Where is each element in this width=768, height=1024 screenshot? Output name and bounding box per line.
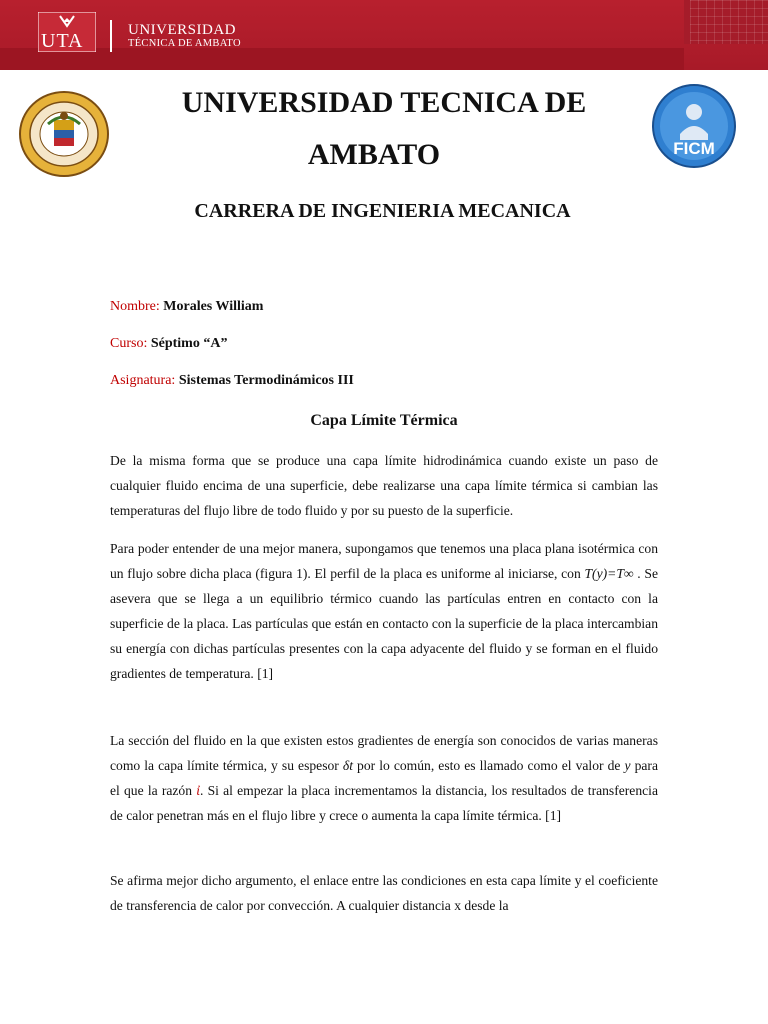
paragraph-1: De la misma forma que se produce una capa límite hidrodinámica cuando existe un paso de cualquier fluido encima de una superficie, debe realizarse una capa límite térmica si cambian las temperaturas del flujo libre de todo fluido y por su puesto de la superficie.	[110, 453, 658, 518]
career-title: CARRERA DE INGENIERIA MECANICA	[194, 200, 571, 222]
paragraph-2	[110, 536, 658, 686]
course-value: Séptimo “A”	[150, 336, 228, 351]
course-label: Curso:	[110, 336, 148, 351]
uta-logo-text: UTA	[41, 30, 84, 52]
paragraph-4: Se afirma mejor dicho argumento, el enlace entre las condiciones en esta capa límite y el coeficiente de transferencia de calor por convección. A cualquier distancia x desde la	[110, 873, 658, 913]
paragraph-2-equation: T(y)=T∞	[584, 566, 634, 581]
name-field	[110, 299, 263, 315]
paragraph-2-text-a: Para poder entender de una mejor manera, supongamos que tenemos una placa plana isotérmica con un flujo sobre dicha placa (figura 1). El perfil de la placa es uniforme al iniciarse, con	[110, 541, 658, 581]
paragraph-3-text-b: por lo común, esto es llamado como el valor de	[357, 758, 621, 773]
paragraph-3-text-c: para el que la razón	[110, 758, 658, 798]
document-title-line1: UNIVERSIDAD TECNICA DE	[181, 86, 587, 119]
ficm-logo-text: FICM	[673, 139, 715, 158]
paragraph-2-text-b: . Se asevera que se llega a un equilibrio térmico cuando las partículas entren en contacto con la superficie de la placa. Las partículas que están en contacto con la superficie de la placa intercambian su energía con dichas partículas presentes con la capa adyacente del fluido y se forman en el fluido gradientes de temperatura. [1]	[110, 566, 658, 681]
header-banner	[0, 0, 768, 70]
banner-university-subname: TÉCNICA DE AMBATO	[128, 38, 241, 49]
name-value: Morales William	[163, 299, 264, 314]
name-label: Nombre:	[110, 299, 160, 314]
subject-label: Asignatura:	[110, 373, 176, 388]
banner-pattern	[690, 0, 768, 44]
paragraph-3-symbol-y: y	[624, 758, 631, 773]
paragraph-3-text-d: . Si al empezar la placa incrementamos la distancia, los resultados de transferencia de calor penetran más en el flujo libre y crece o aumenta la capa límite térmica. [1]	[110, 783, 658, 823]
banner-shadow	[0, 48, 684, 70]
banner-university-name: UNIVERSIDAD	[128, 22, 236, 38]
section-title: Capa Límite Térmica	[310, 412, 458, 429]
paragraph-3-symbol-delta: δt	[342, 758, 353, 773]
paragraph-3	[110, 728, 658, 828]
paragraph-3-text-a: La sección del fluido en la que existen estos gradientes de energía son conocidos de varias maneras como la capa límite térmica, y su espesor	[110, 733, 658, 773]
course-field	[110, 336, 227, 352]
subject-value: Sistemas Termodinámicos III	[178, 373, 354, 388]
banner-divider	[110, 20, 112, 52]
document-title-line2: AMBATO	[307, 138, 441, 171]
subject-field	[110, 373, 354, 389]
paragraph-3-symbol-ratio: ἰ	[196, 783, 201, 798]
